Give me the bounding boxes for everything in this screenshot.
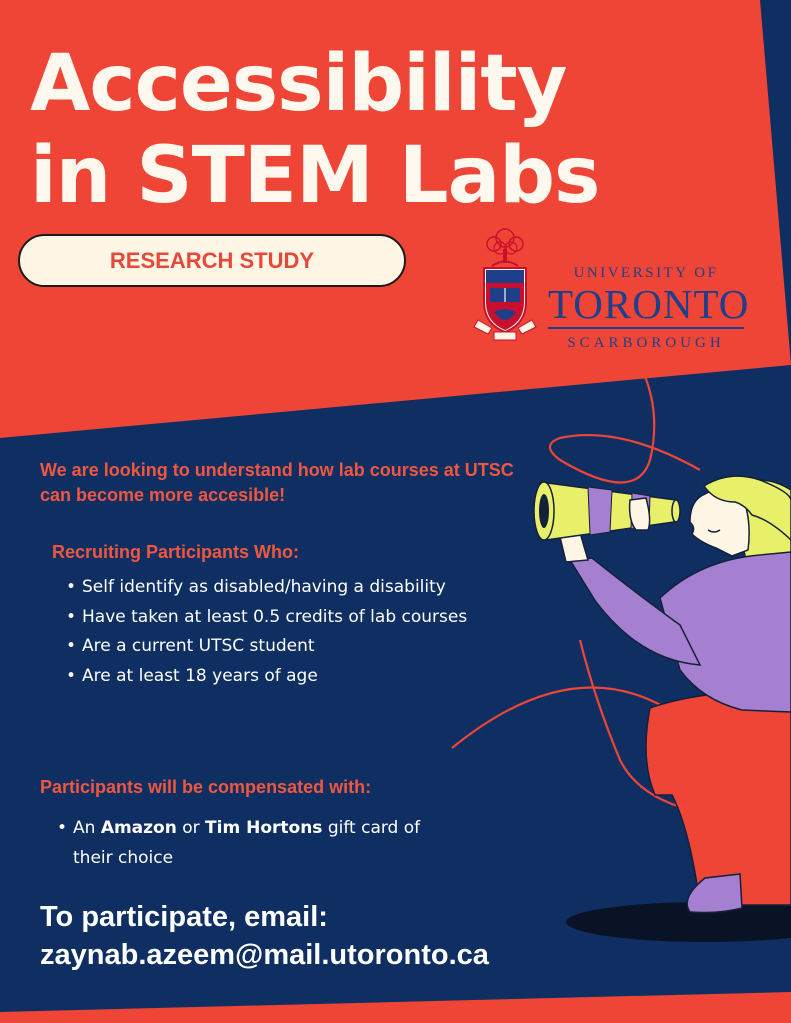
brand-amazon: Amazon <box>100 818 177 838</box>
compensation-pre: An <box>73 818 101 838</box>
scarborough-text: SCARBOROUGH <box>567 335 725 351</box>
title-line-1: Accessibility <box>30 39 567 129</box>
research-study-badge: RESEARCH STUDY <box>18 234 406 287</box>
compensation-list <box>53 814 463 873</box>
list-item: • Have taken at least 0.5 credits of lab courses <box>62 603 532 633</box>
legs-icon <box>646 690 791 905</box>
list-item <box>53 814 463 873</box>
brand-tim-hortons: Tim Hortons <box>205 818 323 838</box>
university-of-text: UNIVERSITY OF <box>573 265 719 281</box>
list-item: • Self identify as disabled/having a disability <box>62 573 532 603</box>
eligibility-list <box>62 573 532 691</box>
contact-email[interactable]: zaynab.azeem@mail.utoronto.ca <box>40 939 489 971</box>
shoe-icon <box>687 874 742 913</box>
intro-text: We are looking to understand how lab courses at UTSC can become more accesible! <box>40 460 514 505</box>
compensation-post: gift card of their choice <box>73 818 421 868</box>
list-item: • Are a current UTSC student <box>62 632 532 662</box>
hand-right-icon <box>630 498 650 530</box>
recruiting-heading: Recruiting Participants Who: <box>52 542 300 562</box>
compensation-heading: Participants will be compensated with: <box>40 777 372 797</box>
telescope-icon <box>534 482 680 540</box>
title-line-2: in STEM Labs <box>30 131 600 221</box>
compensation-mid: or <box>176 818 206 838</box>
swoosh-line-1 <box>550 365 700 483</box>
list-item: • Are at least 18 years of age <box>62 662 532 692</box>
contact-heading: To participate, email: <box>40 901 328 933</box>
toronto-text: TORONTO <box>548 281 750 327</box>
shadow-shape <box>566 902 791 942</box>
contact-block <box>40 898 489 974</box>
